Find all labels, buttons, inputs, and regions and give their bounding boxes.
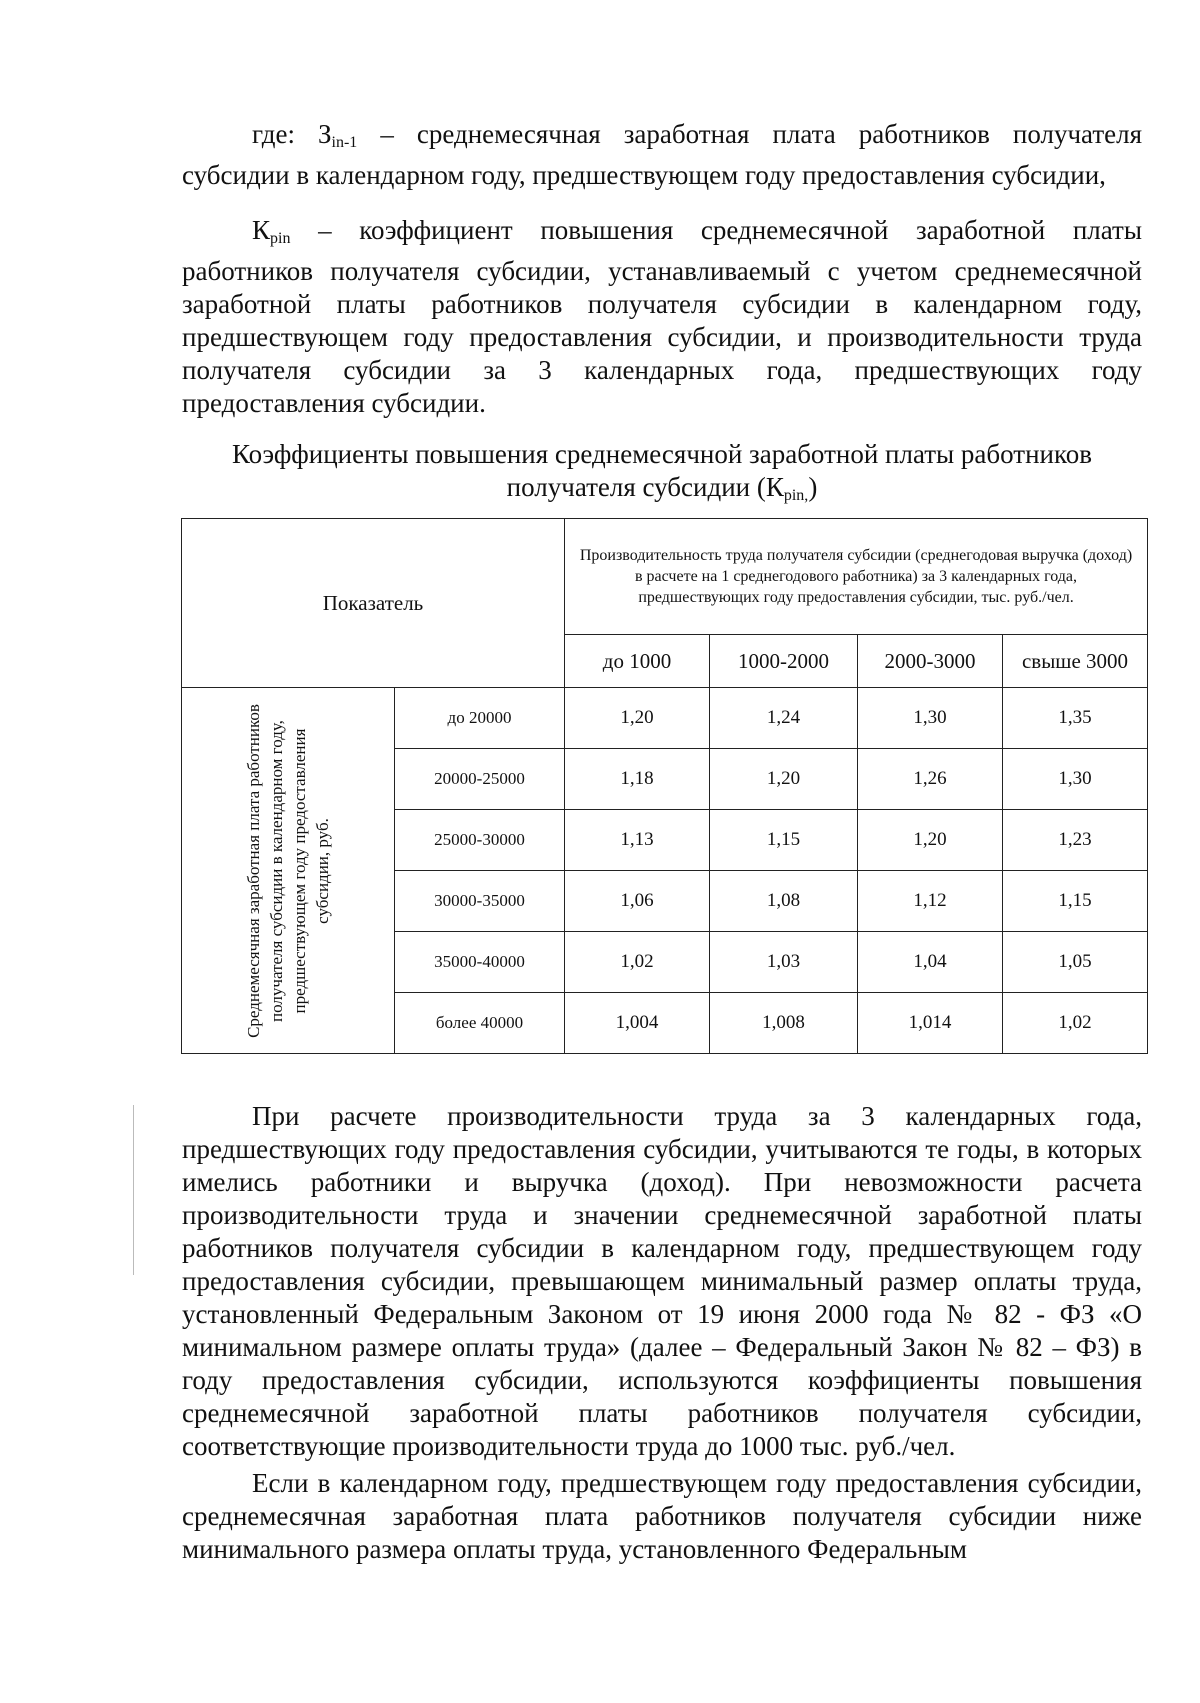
table-cell: 1,23	[1003, 810, 1148, 871]
table-cell: 1,30	[858, 688, 1003, 749]
table-cell: 1,014	[858, 993, 1003, 1054]
table-cell: 1,24	[710, 688, 858, 749]
table-cell: 1,26	[858, 749, 1003, 810]
row-label: 35000-40000	[395, 932, 565, 993]
row-label: до 20000	[395, 688, 565, 749]
z-subscript: in-1	[331, 134, 358, 151]
row-label: более 40000	[395, 993, 565, 1054]
table-cell: 1,20	[710, 749, 858, 810]
table-cell: 1,004	[565, 993, 710, 1054]
paragraph-mrot-rule	[182, 1467, 1142, 1566]
table-row	[182, 688, 1148, 749]
indicator-header: Показатель	[182, 519, 565, 688]
row-group-label-cell	[182, 688, 395, 1054]
z-definition-text: – среднемесячная заработная плата работников получателя субсидии в календарном году, предшествующем году предоставления субсидии,	[182, 119, 1142, 190]
row-label: 25000-30000	[395, 810, 565, 871]
row-label: 20000-25000	[395, 749, 565, 810]
caption-line-2: получателя субсидии (К	[506, 472, 784, 502]
table-cell: 1,03	[710, 932, 858, 993]
table-cell: 1,05	[1003, 932, 1148, 993]
table-cell: 1,20	[858, 810, 1003, 871]
caption-end: )	[808, 472, 818, 502]
table-header-row	[182, 519, 1148, 635]
caption-line-1: Коэффициенты повышения среднемесячной заработной платы работников	[232, 439, 1092, 469]
column-header: свыше 3000	[1003, 635, 1148, 688]
scan-margin-line	[133, 1105, 134, 1275]
k-definition-text: – коэффициент повышения среднемесячной заработной платы работников получателя субсидии, устанавливаемый с учетом среднемесячной заработной платы работников получателя субсидии в календарном году, предшествующем году предоставления субсидии, и производительности труда получателя субсидии за 3 календарных года, предшествующих году предоставления субсидии.	[182, 215, 1142, 418]
row-label: 30000-35000	[395, 871, 565, 932]
table-cell: 1,20	[565, 688, 710, 749]
table-cell: 1,18	[565, 749, 710, 810]
column-header: 1000-2000	[710, 635, 858, 688]
productivity-rule-text: При расчете производительности труда за 3 календарных года, предшествующих году предоставления субсидии, учитываются те годы, в которых имелись работники и выручка (доход). При невозможности расчета производительности труда и значении среднемесячной заработной платы работников получателя субсидии в календарном году, предшествующем году предоставления субсидии, превышающем минимальный размер оплаты труда, установленный Федеральным Законом от 19 июня 2000 года № 82 - ФЗ «О минимальном размере оплаты труда» (далее – Федеральный Закон № 82 – ФЗ) в году предоставления субсидии, используются коэффициенты повышения среднемесячной заработной платы работников получателя субсидии, соответствующие производительности труда до 1000 тыс. руб./чел.	[182, 1101, 1142, 1461]
table-cell: 1,12	[858, 871, 1003, 932]
paragraph-k-definition	[182, 214, 1142, 420]
k-symbol: К	[252, 215, 271, 245]
table-cell: 1,35	[1003, 688, 1148, 749]
table-caption	[182, 438, 1142, 512]
table-cell: 1,06	[565, 871, 710, 932]
k-subscript: pin	[270, 230, 291, 247]
table-cell: 1,13	[565, 810, 710, 871]
column-header: до 1000	[565, 635, 710, 688]
table-cell: 1,30	[1003, 749, 1148, 810]
table-cell: 1,02	[1003, 993, 1148, 1054]
caption-subscript: pin,	[783, 487, 809, 504]
table-cell: 1,02	[565, 932, 710, 993]
paragraph-z-definition	[182, 118, 1142, 192]
table-cell: 1,15	[710, 810, 858, 871]
table-cell: 1,15	[1003, 871, 1148, 932]
paragraph-productivity-rule	[182, 1100, 1142, 1463]
table-cell: 1,08	[710, 871, 858, 932]
mrot-rule-text: Если в календарном году, предшествующем году предоставления субсидии, среднемесячная заработная плата работников получателя субсидии ниже минимального размера оплаты труда, установленного Федеральным	[182, 1468, 1142, 1564]
table-cell: 1,04	[858, 932, 1003, 993]
row-group-label: Среднемесячная заработная плата работников получателя субсидии в календарном году, предшествующем году предоставления субсидии, руб.	[244, 703, 332, 1038]
table-cell: 1,008	[710, 993, 858, 1054]
z-symbol: где: З	[252, 119, 332, 149]
coefficient-table	[181, 518, 1148, 1054]
productivity-header: Производительность труда получателя субсидии (среднегодовая выручка (доход) в расчете на 1 среднегодового работника) за 3 календарных года, предшествующих году предоставления субсидии, тыс. руб./чел.	[565, 519, 1148, 635]
column-header: 2000-3000	[858, 635, 1003, 688]
